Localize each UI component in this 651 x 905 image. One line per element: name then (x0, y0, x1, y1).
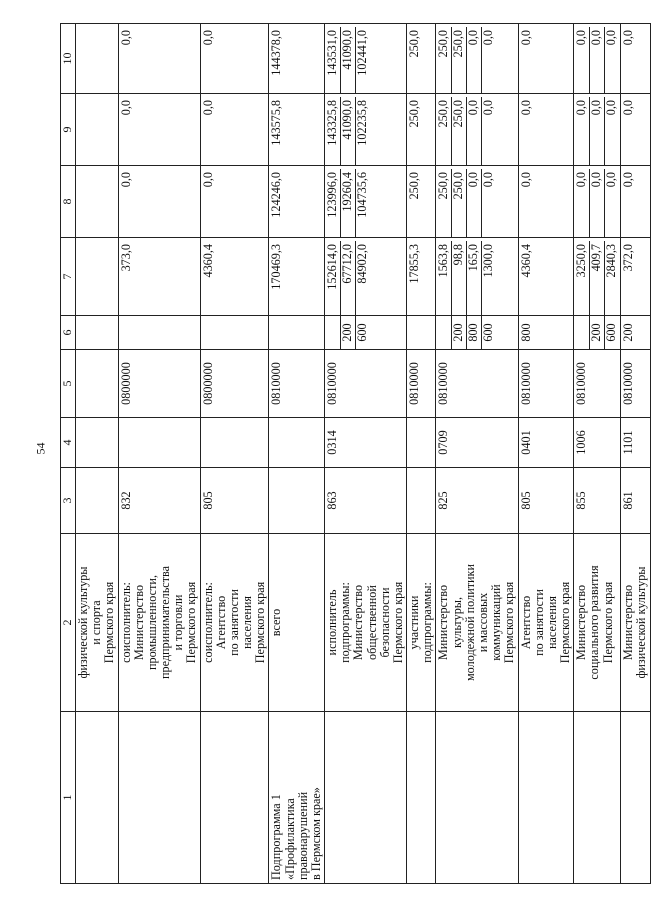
table-row (200, 24, 269, 884)
cell-value: 67712,0 (340, 241, 355, 315)
cell-c3 (407, 468, 436, 534)
cell-value: 0,0 (589, 27, 604, 93)
cell-c9 (325, 94, 407, 166)
cell-value: 41090,0 (340, 97, 355, 165)
cell-c8 (621, 166, 650, 238)
cell-c9 (518, 94, 574, 166)
cell-value: 143325,8 (325, 100, 340, 146)
cell-c9 (621, 94, 650, 166)
cell-value: 373,0 (118, 244, 133, 272)
cell-value: 0,0 (200, 172, 215, 188)
cell-c5: 0810000 (436, 350, 518, 418)
cell-c2: Министерство физической культуры (621, 534, 650, 712)
cell-value: 800 (518, 323, 533, 342)
cell-value: 1563,8 (436, 244, 451, 278)
header-cell: 1 (61, 712, 76, 884)
cell-c4: 1006 (574, 418, 621, 468)
cell-value: 98,8 (451, 241, 466, 315)
cell-c7 (76, 238, 119, 316)
page-number: 54 (33, 442, 48, 455)
cell-value: 102441,0 (355, 27, 370, 93)
cell-c3: 805 (200, 468, 269, 534)
cell-c9 (407, 94, 436, 166)
cell-value: 3250,0 (574, 244, 589, 278)
cell-value (437, 316, 451, 349)
cell-value: 0,0 (118, 100, 133, 116)
cell-c4 (200, 418, 269, 468)
cell-value: 250,0 (436, 100, 451, 128)
cell-c8 (269, 166, 325, 238)
cell-c2: участники подпрограммы: (407, 534, 436, 712)
cell-value: 0,0 (481, 169, 496, 237)
table-row (518, 24, 574, 884)
cell-c10 (269, 24, 325, 94)
cell-value: 409,7 (589, 241, 604, 315)
header-cell: 10 (61, 24, 76, 94)
cell-value: 0,0 (621, 172, 636, 188)
cell-value: 600 (481, 316, 496, 349)
cell-value: 250,0 (436, 172, 451, 200)
cell-c8 (325, 166, 407, 238)
cell-value: 0,0 (604, 97, 619, 165)
cell-c1 (621, 712, 650, 884)
cell-value: 0,0 (466, 97, 481, 165)
cell-c5: 0800000 (200, 350, 269, 418)
cell-c6 (436, 316, 518, 350)
cell-value: 200 (589, 316, 604, 349)
cell-value: 200 (621, 323, 636, 342)
cell-c10 (325, 24, 407, 94)
cell-c4: 0401 (518, 418, 574, 468)
table-row (76, 24, 119, 884)
cell-value (270, 316, 284, 349)
cell-c6 (407, 316, 436, 350)
cell-value: 102235,8 (355, 97, 370, 165)
cell-value: 152614,0 (325, 244, 340, 290)
table-row (407, 24, 436, 884)
cell-c2: исполнитель подпрограммы: Министерство общественной безопасности Пермского края (325, 534, 407, 712)
cell-c1 (325, 712, 407, 884)
cell-c2: физической культуры и спорта Пермского края (76, 534, 119, 712)
cell-value: 144378,0 (269, 30, 284, 76)
cell-value: 0,0 (118, 172, 133, 188)
cell-value: 0,0 (518, 30, 533, 46)
cell-value: 0,0 (589, 169, 604, 237)
cell-value: 0,0 (621, 30, 636, 46)
cell-c3 (76, 468, 119, 534)
cell-c8 (407, 166, 436, 238)
cell-value: 0,0 (574, 172, 589, 188)
cell-value: 0,0 (481, 27, 496, 93)
cell-value: 0,0 (200, 100, 215, 116)
cell-value: 1300,0 (481, 241, 496, 315)
cell-value: 84902,0 (355, 241, 370, 315)
cell-c6 (518, 316, 574, 350)
cell-c3: 805 (518, 468, 574, 534)
cell-c5 (76, 350, 119, 418)
header-cell: 6 (61, 316, 76, 350)
cell-c9 (118, 94, 200, 166)
cell-c5: 0810000 (621, 350, 650, 418)
cell-value: 0,0 (589, 97, 604, 165)
cell-c7 (200, 238, 269, 316)
cell-value: 0,0 (604, 27, 619, 93)
cell-c1 (200, 712, 269, 884)
cell-c10 (118, 24, 200, 94)
cell-c6 (269, 316, 325, 350)
cell-c7 (436, 238, 518, 316)
cell-c7 (118, 238, 200, 316)
cell-value: 4360,4 (200, 244, 215, 278)
cell-c9 (436, 94, 518, 166)
cell-c10 (200, 24, 269, 94)
cell-c9 (200, 94, 269, 166)
cell-c1 (436, 712, 518, 884)
cell-value: 104735,6 (355, 169, 370, 237)
cell-c3: 861 (621, 468, 650, 534)
cell-c8 (518, 166, 574, 238)
cell-c6 (621, 316, 650, 350)
cell-value: 250,0 (451, 169, 466, 237)
cell-c6 (118, 316, 200, 350)
cell-c7 (621, 238, 650, 316)
cell-value: 600 (604, 316, 619, 349)
table-row (325, 24, 407, 884)
header-cell: 3 (61, 468, 76, 534)
table-row (118, 24, 200, 884)
cell-value: 250,0 (407, 30, 422, 58)
cell-c4 (76, 418, 119, 468)
cell-value: 250,0 (407, 100, 422, 128)
header-row (61, 24, 76, 884)
cell-c4: 1101 (621, 418, 650, 468)
cell-value: 41090,0 (340, 27, 355, 93)
cell-value: 123996,0 (325, 172, 340, 218)
cell-c5: 0810000 (269, 350, 325, 418)
cell-c1 (118, 712, 200, 884)
cell-value: 0,0 (466, 27, 481, 93)
cell-c9 (574, 94, 621, 166)
cell-c2: соисполнитель: Агентство по занятости населения Пермского края (200, 534, 269, 712)
cell-c6 (200, 316, 269, 350)
cell-c3: 855 (574, 468, 621, 534)
cell-value: 0,0 (574, 30, 589, 46)
cell-c8 (574, 166, 621, 238)
cell-value (408, 316, 422, 349)
cell-c7 (407, 238, 436, 316)
cell-c5: 0810000 (325, 350, 407, 418)
cell-c3: 832 (118, 468, 200, 534)
cell-c1 (407, 712, 436, 884)
cell-c10 (436, 24, 518, 94)
cell-c3 (269, 468, 325, 534)
cell-c10 (518, 24, 574, 94)
cell-c2: Министерство социального развития Пермского края (574, 534, 621, 712)
rotated-table-container (60, 24, 649, 884)
cell-value: 2840,3 (604, 241, 619, 315)
header-cell: 2 (61, 534, 76, 712)
cell-c6 (574, 316, 621, 350)
cell-c1 (76, 712, 119, 884)
cell-value: 143575,8 (269, 100, 284, 146)
cell-value: 0,0 (518, 172, 533, 188)
cell-value: 0,0 (604, 169, 619, 237)
cell-c4 (269, 418, 325, 468)
cell-value: 250,0 (407, 172, 422, 200)
cell-value: 165,0 (466, 241, 481, 315)
cell-c1: Подпрограмма 1 «Профилактика правонарушений в Пермском крае» (269, 712, 325, 884)
cell-value: 0,0 (481, 97, 496, 165)
cell-value: 0,0 (466, 169, 481, 237)
cell-value: 143531,0 (325, 30, 340, 76)
cell-value: 200 (451, 316, 466, 349)
cell-value: 200 (340, 316, 355, 349)
header-cell: 5 (61, 350, 76, 418)
cell-c7 (518, 238, 574, 316)
cell-value: 0,0 (200, 30, 215, 46)
cell-value: 0,0 (621, 100, 636, 116)
cell-value (326, 316, 340, 349)
cell-value: 250,0 (451, 97, 466, 165)
cell-c9 (76, 94, 119, 166)
cell-value: 372,0 (621, 244, 636, 272)
cell-value: 800 (466, 316, 481, 349)
table-row (269, 24, 325, 884)
cell-value: 250,0 (451, 27, 466, 93)
cell-value: 170469,3 (269, 244, 284, 290)
cell-c3: 863 (325, 468, 407, 534)
cell-c5: 0810000 (407, 350, 436, 418)
cell-c5: 0810000 (574, 350, 621, 418)
cell-c4: 0709 (436, 418, 518, 468)
cell-c8 (76, 166, 119, 238)
cell-c5: 0810000 (518, 350, 574, 418)
cell-c2: всего (269, 534, 325, 712)
header-cell: 4 (61, 418, 76, 468)
cell-c6 (76, 316, 119, 350)
cell-value: 4360,4 (518, 244, 533, 278)
cell-value: 17855,3 (407, 244, 422, 284)
budget-table (60, 23, 651, 884)
header-cell: 8 (61, 166, 76, 238)
cell-c4 (407, 418, 436, 468)
cell-c8 (436, 166, 518, 238)
cell-value: 0,0 (518, 100, 533, 116)
table-row (574, 24, 621, 884)
cell-c10 (407, 24, 436, 94)
cell-value: 250,0 (436, 30, 451, 58)
cell-c1 (518, 712, 574, 884)
table-row (436, 24, 518, 884)
cell-c7 (574, 238, 621, 316)
header-cell: 7 (61, 238, 76, 316)
cell-c2: Агентство по занятости населения Пермского края (518, 534, 574, 712)
cell-c9 (269, 94, 325, 166)
cell-c8 (118, 166, 200, 238)
cell-c10 (621, 24, 650, 94)
cell-c2: Министерство культуры, молодежной политики и массовых коммуникаций Пермского края (436, 534, 518, 712)
cell-c10 (76, 24, 119, 94)
cell-c2: соисполнитель: Министерство промышленности, предпринимательства и торговли Пермского края (118, 534, 200, 712)
cell-c5: 0800000 (118, 350, 200, 418)
cell-c3: 825 (436, 468, 518, 534)
table-row (621, 24, 650, 884)
cell-value: 600 (355, 316, 370, 349)
cell-c1 (574, 712, 621, 884)
cell-c4 (118, 418, 200, 468)
cell-value: 0,0 (118, 30, 133, 46)
header-cell: 9 (61, 94, 76, 166)
cell-value (575, 316, 589, 349)
cell-value: 0,0 (574, 100, 589, 116)
cell-c8 (200, 166, 269, 238)
cell-c6 (325, 316, 407, 350)
cell-value: 124246,0 (269, 172, 284, 218)
cell-c10 (574, 24, 621, 94)
cell-c7 (269, 238, 325, 316)
cell-c7 (325, 238, 407, 316)
cell-c4: 0314 (325, 418, 407, 468)
cell-value: 19260,4 (340, 169, 355, 237)
